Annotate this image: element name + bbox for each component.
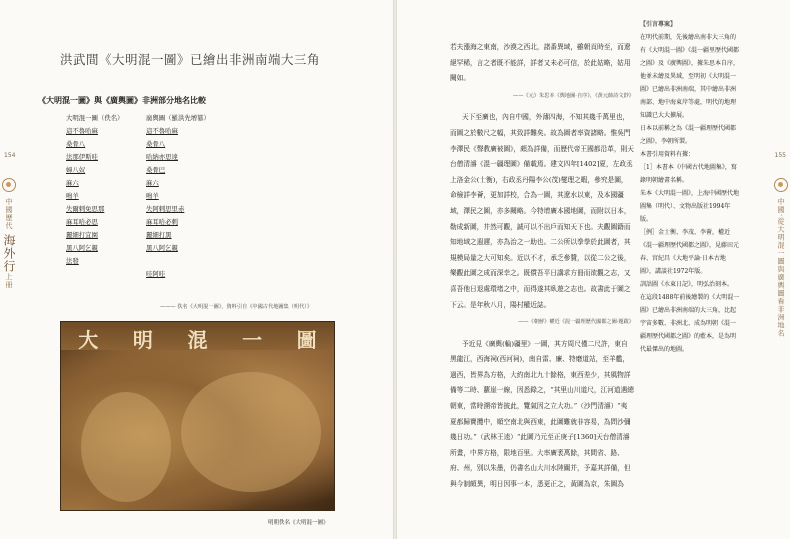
table-cell: 麻耳哈必思 <box>66 218 98 226</box>
book-title-vertical: 海外行 <box>2 234 16 273</box>
table-row <box>66 138 266 151</box>
rosette-icon <box>774 178 788 192</box>
table-cell: 哇阿哇 <box>146 270 166 278</box>
table-cell: 法發 <box>66 257 79 265</box>
book-gutter <box>393 0 397 539</box>
table-cell: 黑八阿乞親 <box>66 244 98 252</box>
table-row <box>66 151 266 164</box>
map-title-char: 圖 <box>296 328 317 352</box>
side-note: 朱本《大明混一圖》，上海中國歷代地圖集（明代）、文物出版社1994年版。 <box>640 190 740 223</box>
side-note: 在這段1488年前後繪製的《大明混一圖》已繪出非洲南端的大三角，比起宇宙多數、非洲北、成為明朝《混一疆理歷代國都之圖》的藍本，是為明代最傑出的地圖。 <box>640 294 740 353</box>
table-col2-header: 廣輿圖（羅洪先增纂） <box>146 114 210 122</box>
table-cell: 法那伊斯哇 <box>66 153 98 161</box>
map-title-char: 一 <box>242 328 263 352</box>
table-cell: 這不魯哈麻 <box>66 127 98 135</box>
map-caption: 明朝佚名《大明混一圖》 <box>268 520 329 526</box>
map-title-char: 明 <box>132 328 153 352</box>
table-cell: 桑骨八 <box>146 140 166 148</box>
table-row <box>66 229 266 242</box>
section-label-vertical: 中國·從大明混一圖與廣輿圖看非洲地名 <box>777 198 785 338</box>
table-row <box>66 125 266 138</box>
paragraph: 若夫漲海之東南，沙漠之西北，諸番異域，雖朝貢時至，而遼絕罕稀，言之者既不能詳，詳者又未必可信，於此姑略，姑用闕如。 <box>450 43 631 83</box>
left-side-ornament <box>0 178 18 289</box>
rosette-icon <box>2 178 16 192</box>
table-cell <box>146 255 256 268</box>
table-cell: 桑骨八 <box>66 140 86 148</box>
table-cell: 麻耳哈必剌 <box>146 218 178 226</box>
main-text-column <box>450 40 634 493</box>
table-cell: 失爾剌免思那 <box>66 205 105 213</box>
table-cell: 哈納亦思達 <box>146 153 178 161</box>
place-name-table <box>66 112 266 281</box>
quote-attribution: ——《朝鮮》權近《混一疆理歷代國都之圖·題跋》 <box>518 319 634 326</box>
side-note: 日本以前稱之為《混一疆理歷代國都之圖》，李朝所製。 <box>640 125 737 145</box>
table-row <box>66 216 266 229</box>
table-row <box>66 203 266 216</box>
paragraph: 予近見《廣輿(輪)疆里》一圖，其方周尺僅二尺許，東自黑龍江，西海祠(西河祠)，南自雷、廉、特磨道站，至羊艦，過西，皆界為方格，大約南北九十餘格，東西差少，其風物詳備等二時、蘿崖一線，因悉錄之，“其里山川道尺，江河道遇總朝東，當時溯帝皆披此，覽氣因之立大功。”（沙門清濬）“夷夏都歸寶攬中，順空南北與西東，此圖難就非容易，為問沙彌幾日功。”（武林王逵）“此圖乃元至正庚子[1360]天台僧清濬所畫，中界方格，限地百里。大率廣袤萬餘，其間省、路、府、州，別以朱墨，仍書名山大川水陸關并，予嘉其詳備，但與今制頗異，明日因事一本，悉更正之，黃圖為京，朱圖為 <box>450 339 634 489</box>
page-number-right: 155 <box>774 152 786 159</box>
map-title <box>61 324 334 353</box>
volume-label: 上冊 <box>5 273 13 289</box>
map-image <box>60 321 335 511</box>
left-page <box>0 0 393 539</box>
side-notes-column <box>640 18 740 356</box>
side-note: 訓詁圖《水東日記》，明弘治刻本。 <box>640 281 734 288</box>
table-cell: 麻六 <box>66 179 79 187</box>
chapter-title: 洪武間《大明混一圖》已繪出非洲南端大三角 <box>60 52 321 67</box>
table-cell: 麗細打宜園 <box>66 231 98 239</box>
side-note: 在明代前期，先後繪出南非大三角的有《大明混一圖》《混一疆里歷代國都之圖》及《廣輿圖》，據朱思本自序，他並未繪及異域，至明初《大明混一圖》已繪出非洲南端，其中繪出非洲南部、地中海東岸等處，明代的地理知識已大大擴展。 <box>640 34 740 119</box>
table-cell: 黑八阿乞親 <box>146 244 178 252</box>
table-cell <box>66 268 146 281</box>
side-notes-header: 【引言專案】 <box>640 21 677 28</box>
series-label: 中國歷代 <box>5 198 13 230</box>
quote-attribution: ——《元》朱思本《輿地圖·自序》，《黃元帥詩文鈔》 <box>513 92 634 99</box>
table-cell: 麻六 <box>146 179 159 187</box>
table-row <box>66 177 266 190</box>
table-cell: 這不魯哈麻 <box>146 127 178 135</box>
table-row <box>66 242 266 255</box>
side-note: ［例］金士衡、李茂、李薈，權近《混一疆理歷代國都之圖》，見藤田元春、宮紀昌《大地平論·日本古地圖》，講談社1972年版。 <box>640 229 740 275</box>
table-cell: 婦八奴 <box>66 166 86 174</box>
table-cell: 鳴羊 <box>146 192 159 200</box>
right-side-ornament <box>772 178 790 337</box>
map-landmass <box>81 392 171 502</box>
table-col1-header: 大明混一圖（佚名） <box>66 114 124 122</box>
map-title-char: 大 <box>78 328 99 352</box>
table-cell: 麗細打黑 <box>146 231 172 239</box>
side-note: ［1］本書本《中國古代地圖集》，寫錄明朝繪畫名稱。 <box>640 164 737 184</box>
table-header <box>66 112 266 125</box>
page-number-left: 154 <box>4 152 16 159</box>
side-note: 本書引用資料有據： <box>640 151 695 158</box>
paragraph: 天下至廣也，內自中國，外薄四海，不知其幾千萬里也，而圖之於數尺之幅，其致詳難矣。故為圖者率資諸略。惟吳門李澤民《聲教廣被圖》，頗為詳備，而歷代帝王國都沿革，則天台僧清濬《混一疆理圖》備載焉。建文四年[1402]夏，左政丞上洛金公(士衡)，右政丞丹陽李公(茂)燮理之暇，參究是圖，命檢詳李薈，更加詳校，合為一圖，其遼水以東，及本國疆域，澤民之圖，亦多闕略。今特增廣本國地圖，而附以日本，勒成新圖，井然可觀，誠可以不出戶而知天下也。夫觀圖籍而知地域之遐邇，亦為治之一助也。二公所以拳拳於此圖者，其規模局量之大可知矣。近以不才，承乏參贊，以從二公之後，樂觀此圖之成而深幸之。既償吾平日講求方冊而欲觀之志，又喜吾他日退處環堵之中，而得遂其臥遊之志也。故書此于圖之下云。是年秋八月，陽村權近誌。 <box>450 113 634 309</box>
table-title: 《大明混一圖》與《廣輿圖》非洲部分地名比較 <box>38 95 206 105</box>
table-cell: 失阿剌思里赤 <box>146 205 185 213</box>
table-row <box>66 255 266 268</box>
map-landmass <box>181 372 321 492</box>
table-row <box>66 190 266 203</box>
table-cell: 鳴羊 <box>66 192 79 200</box>
table-cell: 桑骨巴 <box>146 166 166 174</box>
map-title-char: 混 <box>187 328 208 352</box>
table-source-note: ——— 佚名《大明混一圖》，資料引自《中國古代地圖集（明代）》 <box>160 304 313 310</box>
table-row <box>66 164 266 177</box>
table-row <box>66 268 266 281</box>
